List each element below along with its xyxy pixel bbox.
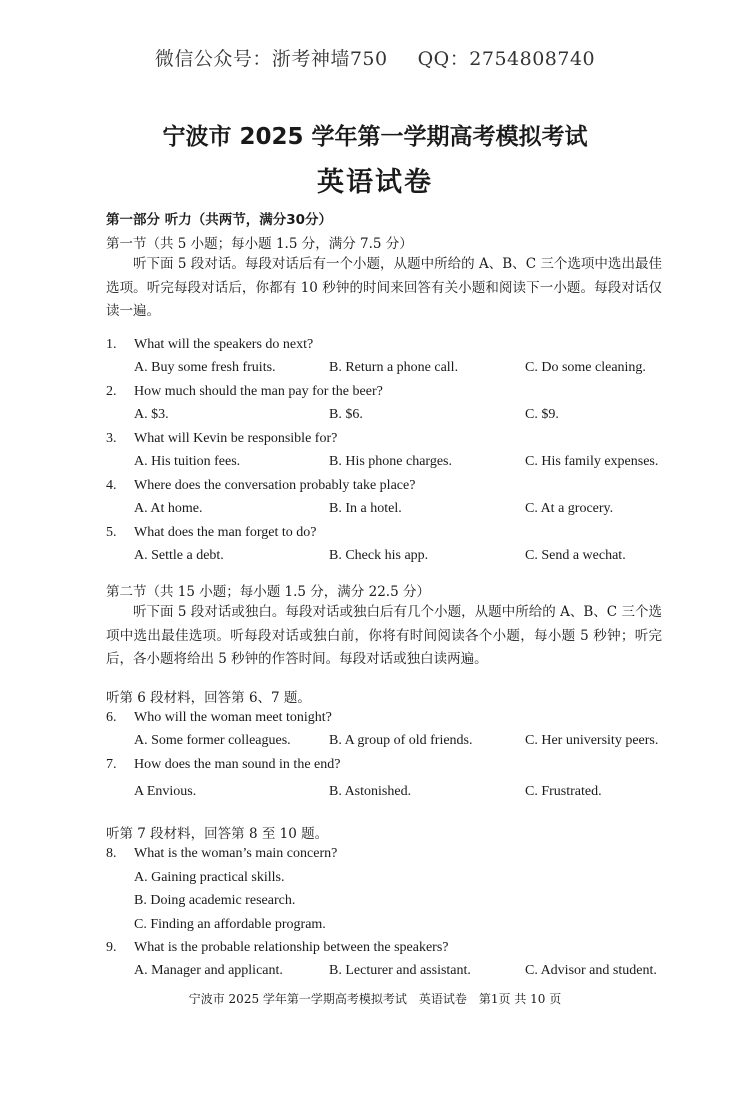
option-b: B. $6.: [329, 407, 363, 422]
option-c: C. Her university peers.: [525, 733, 659, 748]
watermark-wechat: 微信公众号：浙考神墙750: [154, 48, 388, 70]
question-number: 8.: [106, 846, 117, 861]
option-a: A. Manager and applicant.: [134, 963, 283, 978]
option-b: B. Doing academic research.: [134, 893, 296, 908]
option-b: B. Lecturer and assistant.: [329, 963, 471, 978]
exam-title: 宁波市 2025 学年第一学期高考模拟考试: [162, 124, 588, 150]
option-a: A. At home.: [134, 501, 203, 516]
option-b: B. Check his app.: [329, 548, 429, 563]
option-a: A. $3.: [134, 407, 169, 422]
option-a: A. Some former colleagues.: [134, 733, 291, 748]
material-7-heading: 听第 7 段材料，回答第 8 至 10 题。: [106, 826, 329, 842]
option-a: A. His tuition fees.: [134, 454, 241, 469]
part1-heading: 第一部分 听力（共两节，满分30分）: [106, 212, 332, 228]
option-a: A. Settle a debt.: [134, 548, 224, 563]
section2-instructions: 听下面 5 段对话或独白。每段对话或独白后有几个小题，从题中所给的 A、B、C 三个选项中选出最佳选项。听每段对话或独白前，你将有时间阅读各个小题，每小题 5 秒钟；听完后，各小题将给出 5 秒钟的作答时间。每段对话或独白读两遍。: [106, 604, 662, 667]
question-text: What will the speakers do next?: [134, 337, 314, 352]
option-c: C. At a grocery.: [525, 501, 614, 516]
option-b: B. A group of old friends.: [329, 733, 473, 748]
option-c: C. Frustrated.: [525, 784, 602, 799]
question-text: What is the probable relationship between the speakers?: [134, 940, 449, 955]
question-text: Where does the conversation probably take place?: [134, 478, 416, 493]
question-text: How does the man sound in the end?: [134, 757, 341, 772]
section1-instructions: 听下面 5 段对话。每段对话后有一个小题，从题中所给的 A、B、C 三个选项中选出最佳选项。听完每段对话后，你都有 10 秒钟的时间来回答有关小题和阅读下一小题。每段对话仅读一遍。: [106, 256, 662, 319]
question-number: 1.: [106, 337, 117, 352]
option-c: C. Send a wechat.: [525, 548, 626, 563]
option-c: C. Advisor and student.: [525, 963, 657, 978]
material-6-heading: 听第 6 段材料，回答第 6、7 题。: [106, 690, 311, 706]
question-number: 4.: [106, 478, 117, 493]
exam-subject: 英语试卷: [317, 167, 433, 198]
option-b: B. Return a phone call.: [329, 360, 459, 375]
question-number: 3.: [106, 431, 117, 446]
option-b: B. Astonished.: [329, 784, 412, 799]
question-text: Who will the woman meet tonight?: [134, 710, 332, 725]
question-number: 5.: [106, 525, 117, 540]
question-text: What does the man forget to do?: [134, 525, 317, 540]
question-text: What is the woman’s main concern?: [134, 846, 338, 861]
option-a: A. Gaining practical skills.: [134, 870, 285, 885]
option-c: C. His family expenses.: [525, 454, 659, 469]
question-number: 2.: [106, 384, 117, 399]
section2-heading: 第二节（共 15 小题；每小题 1.5 分，满分 22.5 分）: [106, 584, 430, 600]
question-number: 6.: [106, 710, 117, 725]
question-text: How much should the man pay for the beer?: [134, 384, 383, 399]
option-a: A Envious.: [134, 784, 197, 799]
option-b: B. His phone charges.: [329, 454, 452, 469]
section1-heading: 第一节（共 5 小题；每小题 1.5 分，满分 7.5 分）: [106, 236, 413, 252]
watermark: [0, 44, 750, 71]
page-footer: 宁波市 2025 学年第一学期高考模拟考试 英语试卷 第1页 共 10 页: [188, 992, 562, 1006]
question-number: 7.: [106, 757, 117, 772]
option-a: A. Buy some fresh fruits.: [134, 360, 276, 375]
option-c: C. Finding an affordable program.: [134, 917, 326, 932]
watermark-qq: QQ：2754808740: [417, 48, 596, 70]
question-text: What will Kevin be responsible for?: [134, 431, 338, 446]
option-b: B. In a hotel.: [329, 501, 402, 516]
option-c: C. Do some cleaning.: [525, 360, 646, 375]
option-c: C. $9.: [525, 407, 559, 422]
question-number: 9.: [106, 940, 117, 955]
